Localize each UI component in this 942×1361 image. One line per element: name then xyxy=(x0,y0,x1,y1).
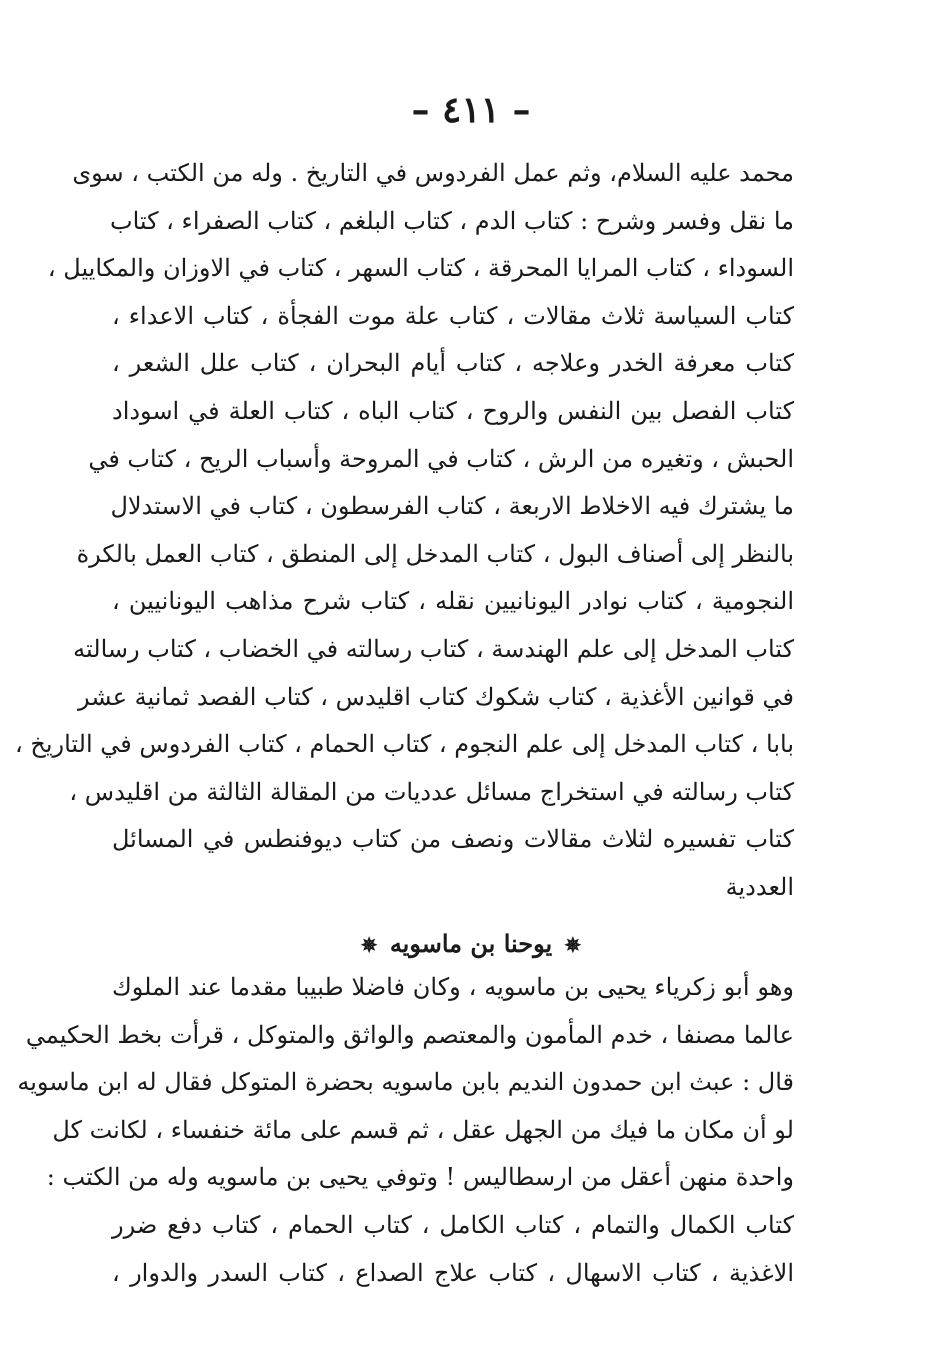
text-line: عالما مصنفا ، خدم المأمون والمعتصم والواثق والمتوكل ، قرأت بخط الحكيمي xyxy=(25,1020,794,1049)
text-line: محمد عليه السلام، وثم عمل الفردوس في التاريخ . وله من الكتب ، سوى xyxy=(72,159,794,187)
text-line: لو أن مكان ما فيك من الجهل عقل ، ثم قسم على مائة خنفساء ، لكانت كل xyxy=(52,1115,794,1144)
paragraph-2 xyxy=(17,964,794,1297)
paragraph-1 xyxy=(14,150,794,912)
text-line: بالنظر إلى أصناف البول ، كتاب المدخل إلى المنطق ، كتاب العمل بالكرة xyxy=(76,539,794,568)
text-line: كتاب الكمال والتمام ، كتاب الكامل ، كتاب الحمام ، كتاب دفع ضرر xyxy=(112,1210,794,1239)
text-line: ما نقل وفسر وشرح : كتاب الدم ، كتاب البلغم ، كتاب الصفراء ، كتاب xyxy=(109,206,794,235)
text-line: بابا ، كتاب المدخل إلى علم النجوم ، كتاب الحمام ، كتاب الفردوس في التاريخ ، xyxy=(14,730,794,759)
text-line: الاغذية ، كتاب الاسهال ، كتاب علاج الصداع ، كتاب السدر والدوار ، xyxy=(112,1258,794,1287)
text-line: في قوانين الأغذية ، كتاب شكوك كتاب اقليدس ، كتاب الفصد ثمانية عشر xyxy=(78,682,794,711)
text-line: الحبش ، وتغيره من الرش ، كتاب في المروحة وأسباب الريح ، كتاب في xyxy=(88,444,794,473)
text-line: كتاب المدخل إلى علم الهندسة ، كتاب رسالته في الخضاب ، كتاب رسالته xyxy=(73,634,794,663)
ornament-left: ✵ xyxy=(360,933,378,957)
text-line: قال : عبث ابن حمدون النديم بابن ماسويه بحضرة المتوكل فقال له ابن ماسويه xyxy=(17,1068,794,1097)
text-line: ما يشترك فيه الاخلاط الاربعة ، كتاب الفرسطون ، كتاب في الاستدلال xyxy=(110,492,794,521)
text-line: السوداء ، كتاب المرايا المحرقة ، كتاب السهر ، كتاب في الاوزان والمكاييل ، xyxy=(47,254,794,283)
text-line: كتاب رسالته في استخراج مسائل عدديات من المقالة الثالثة من اقليدس ، xyxy=(69,777,794,806)
text-line: واحدة منهن أعقل من ارسطاليس ! وتوفي يحيى بن ماسويه وله من الكتب : xyxy=(46,1163,794,1192)
text-line: كتاب الفصل بين النفس والروح ، كتاب الباه ، كتاب العلة في اسوداد xyxy=(112,396,794,425)
section-heading xyxy=(0,922,942,967)
page-number: – ٤١١ – xyxy=(411,89,531,131)
text-line: كتاب تفسيره لثلاث مقالات ونصف من كتاب ديوفنطس في المسائل xyxy=(112,825,794,854)
text-line: كتاب السياسة ثلاث مقالات ، كتاب علة موت الفجأة ، كتاب الاعداء ، xyxy=(112,301,794,330)
section-heading-text: يوحنا بن ماسويه xyxy=(389,929,553,958)
text-line: العددية xyxy=(725,872,794,901)
text-line: وهو أبو زكرياء يحيى بن ماسويه ، وكان فاضلا طبيبا مقدما عند الملوك xyxy=(112,973,794,1001)
text-line: النجومية ، كتاب نوادر اليونانيين نقله ، كتاب شرح مذاهب اليونانيين ، xyxy=(112,587,794,616)
text-line: كتاب معرفة الخدر وعلاجه ، كتاب أيام البحران ، كتاب علل الشعر ، xyxy=(112,349,794,378)
ornament-right: ✵ xyxy=(564,933,582,957)
